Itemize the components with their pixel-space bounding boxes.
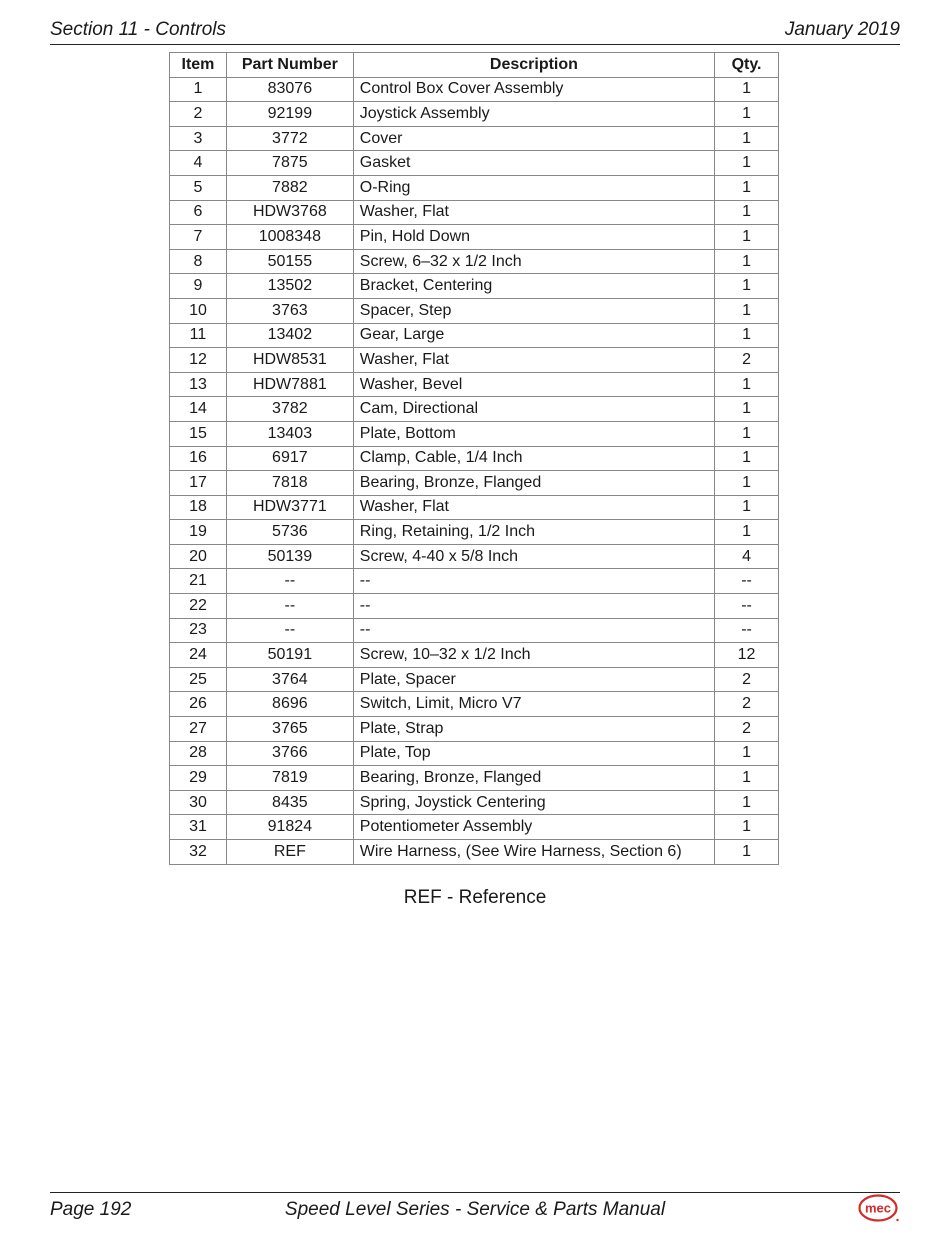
table-row [170,815,779,840]
description-cell: Cam, Directional [353,397,714,422]
table-row [170,717,779,742]
description-cell: Joystick Assembly [353,102,714,127]
part-number-cell: 1008348 [226,225,353,250]
item-cell: 24 [170,643,227,668]
table-row [170,569,779,594]
qty-cell: 2 [715,717,779,742]
part-number-cell: -- [226,594,353,619]
part-number-cell: 3765 [226,717,353,742]
table-row [170,151,779,176]
description-cell: -- [353,569,714,594]
qty-cell: 1 [715,151,779,176]
item-cell: 3 [170,126,227,151]
part-number-cell: 8696 [226,692,353,717]
table-row [170,692,779,717]
item-cell: 2 [170,102,227,127]
description-cell: Plate, Spacer [353,667,714,692]
page-number: Page 192 [50,1199,132,1220]
qty-cell: 1 [715,790,779,815]
part-number-cell: 50191 [226,643,353,668]
description-cell: Gasket [353,151,714,176]
table-row [170,471,779,496]
item-cell: 27 [170,717,227,742]
description-cell: Switch, Limit, Micro V7 [353,692,714,717]
qty-cell: 1 [715,323,779,348]
qty-cell: 1 [715,446,779,471]
qty-cell: 2 [715,692,779,717]
qty-cell: -- [715,569,779,594]
table-row [170,298,779,323]
qty-cell: 1 [715,840,779,865]
description-cell: O-Ring [353,175,714,200]
description-cell: Plate, Strap [353,717,714,742]
part-number-cell: 50139 [226,544,353,569]
part-number-cell: 91824 [226,815,353,840]
table-row [170,520,779,545]
part-number-cell: 3763 [226,298,353,323]
part-number-cell: 13502 [226,274,353,299]
item-cell: 30 [170,790,227,815]
item-cell: 19 [170,520,227,545]
table-row [170,397,779,422]
description-cell: Spring, Joystick Centering [353,790,714,815]
qty-cell: 2 [715,667,779,692]
section-title: Section 11 - Controls [50,19,227,40]
table-row [170,643,779,668]
mec-logo-text: mec [864,1200,892,1216]
part-number-cell: REF [226,840,353,865]
item-cell: 21 [170,569,227,594]
part-number-cell: HDW7881 [226,372,353,397]
part-number-cell: 5736 [226,520,353,545]
description-cell: -- [353,594,714,619]
item-cell: 29 [170,766,227,791]
description-cell: Control Box Cover Assembly [353,77,714,102]
description-cell: Screw, 10–32 x 1/2 Inch [353,643,714,668]
qty-cell: -- [715,594,779,619]
table-row [170,77,779,102]
part-number-cell: 92199 [226,102,353,127]
part-number-cell: HDW3768 [226,200,353,225]
part-number-cell: 7875 [226,151,353,176]
description-cell: Plate, Bottom [353,421,714,446]
item-cell: 23 [170,618,227,643]
column-header-description: Description [353,53,714,78]
qty-cell: 1 [715,372,779,397]
description-cell: Bearing, Bronze, Flanged [353,766,714,791]
table-row [170,175,779,200]
part-number-cell: 7819 [226,766,353,791]
item-cell: 18 [170,495,227,520]
qty-cell: 1 [715,298,779,323]
item-cell: 26 [170,692,227,717]
mec-logo-icon [858,1193,900,1223]
part-number-cell: 3772 [226,126,353,151]
description-cell: Ring, Retaining, 1/2 Inch [353,520,714,545]
description-cell: Screw, 4-40 x 5/8 Inch [353,544,714,569]
item-cell: 13 [170,372,227,397]
table-row [170,126,779,151]
part-number-cell: 13402 [226,323,353,348]
item-cell: 5 [170,175,227,200]
table-row [170,840,779,865]
qty-cell: 1 [715,77,779,102]
page-footer [50,1192,900,1225]
part-number-cell: 3782 [226,397,353,422]
item-cell: 4 [170,151,227,176]
table-row [170,421,779,446]
table-row [170,200,779,225]
description-cell: Pin, Hold Down [353,225,714,250]
item-cell: 32 [170,840,227,865]
part-number-cell: -- [226,618,353,643]
part-number-cell: -- [226,569,353,594]
table-row [170,495,779,520]
item-cell: 12 [170,348,227,373]
table-row [170,741,779,766]
part-number-cell: 83076 [226,77,353,102]
part-number-cell: HDW8531 [226,348,353,373]
description-cell: Spacer, Step [353,298,714,323]
parts-table [169,52,779,865]
qty-cell: 1 [715,520,779,545]
item-cell: 17 [170,471,227,496]
table-header-row [170,53,779,78]
qty-cell: 1 [715,471,779,496]
manual-title: Speed Level Series - Service & Parts Manual [284,1199,666,1220]
table-row [170,372,779,397]
description-cell: Washer, Flat [353,348,714,373]
item-cell: 1 [170,77,227,102]
description-cell: Potentiometer Assembly [353,815,714,840]
table-row [170,446,779,471]
description-cell: Gear, Large [353,323,714,348]
description-cell: Plate, Top [353,741,714,766]
part-number-cell: 3764 [226,667,353,692]
part-number-cell: 13403 [226,421,353,446]
page-header [50,18,900,45]
item-cell: 15 [170,421,227,446]
part-number-cell: 7818 [226,471,353,496]
description-cell: Washer, Bevel [353,372,714,397]
part-number-cell: 50155 [226,249,353,274]
description-cell: Bearing, Bronze, Flanged [353,471,714,496]
part-number-cell: 3766 [226,741,353,766]
item-cell: 10 [170,298,227,323]
item-cell: 22 [170,594,227,619]
description-cell: Washer, Flat [353,495,714,520]
qty-cell: 1 [715,495,779,520]
qty-cell: 1 [715,421,779,446]
qty-cell: 1 [715,175,779,200]
table-row [170,544,779,569]
qty-cell: 4 [715,544,779,569]
reference-note: REF - Reference [403,887,547,908]
description-cell: Wire Harness, (See Wire Harness, Section 6) [353,840,714,865]
part-number-cell: HDW3771 [226,495,353,520]
table-row [170,102,779,127]
item-cell: 9 [170,274,227,299]
qty-cell: 1 [715,766,779,791]
item-cell: 14 [170,397,227,422]
item-cell: 16 [170,446,227,471]
table-row [170,594,779,619]
item-cell: 28 [170,741,227,766]
item-cell: 20 [170,544,227,569]
qty-cell: 1 [715,741,779,766]
qty-cell: 1 [715,126,779,151]
qty-cell: 1 [715,249,779,274]
qty-cell: 12 [715,643,779,668]
description-cell: Washer, Flat [353,200,714,225]
qty-cell: 1 [715,200,779,225]
table-row [170,274,779,299]
qty-cell: 1 [715,815,779,840]
part-number-cell: 6917 [226,446,353,471]
item-cell: 8 [170,249,227,274]
qty-cell: 1 [715,225,779,250]
qty-cell: 2 [715,348,779,373]
qty-cell: -- [715,618,779,643]
table-row [170,790,779,815]
description-cell: Clamp, Cable, 1/4 Inch [353,446,714,471]
item-cell: 31 [170,815,227,840]
table-row [170,618,779,643]
parts-table-body [170,77,779,864]
item-cell: 7 [170,225,227,250]
item-cell: 25 [170,667,227,692]
column-header-item: Item [170,53,227,78]
table-row [170,766,779,791]
item-cell: 6 [170,200,227,225]
table-row [170,667,779,692]
description-cell: -- [353,618,714,643]
qty-cell: 1 [715,274,779,299]
description-cell: Cover [353,126,714,151]
description-cell: Screw, 6–32 x 1/2 Inch [353,249,714,274]
qty-cell: 1 [715,102,779,127]
part-number-cell: 8435 [226,790,353,815]
column-header-part-number: Part Number [226,53,353,78]
header-date: January 2019 [784,19,900,40]
qty-cell: 1 [715,397,779,422]
part-number-cell: 7882 [226,175,353,200]
column-header-qty: Qty. [715,53,779,78]
table-row [170,348,779,373]
table-row [170,249,779,274]
table-row [170,323,779,348]
item-cell: 11 [170,323,227,348]
table-row [170,225,779,250]
description-cell: Bracket, Centering [353,274,714,299]
